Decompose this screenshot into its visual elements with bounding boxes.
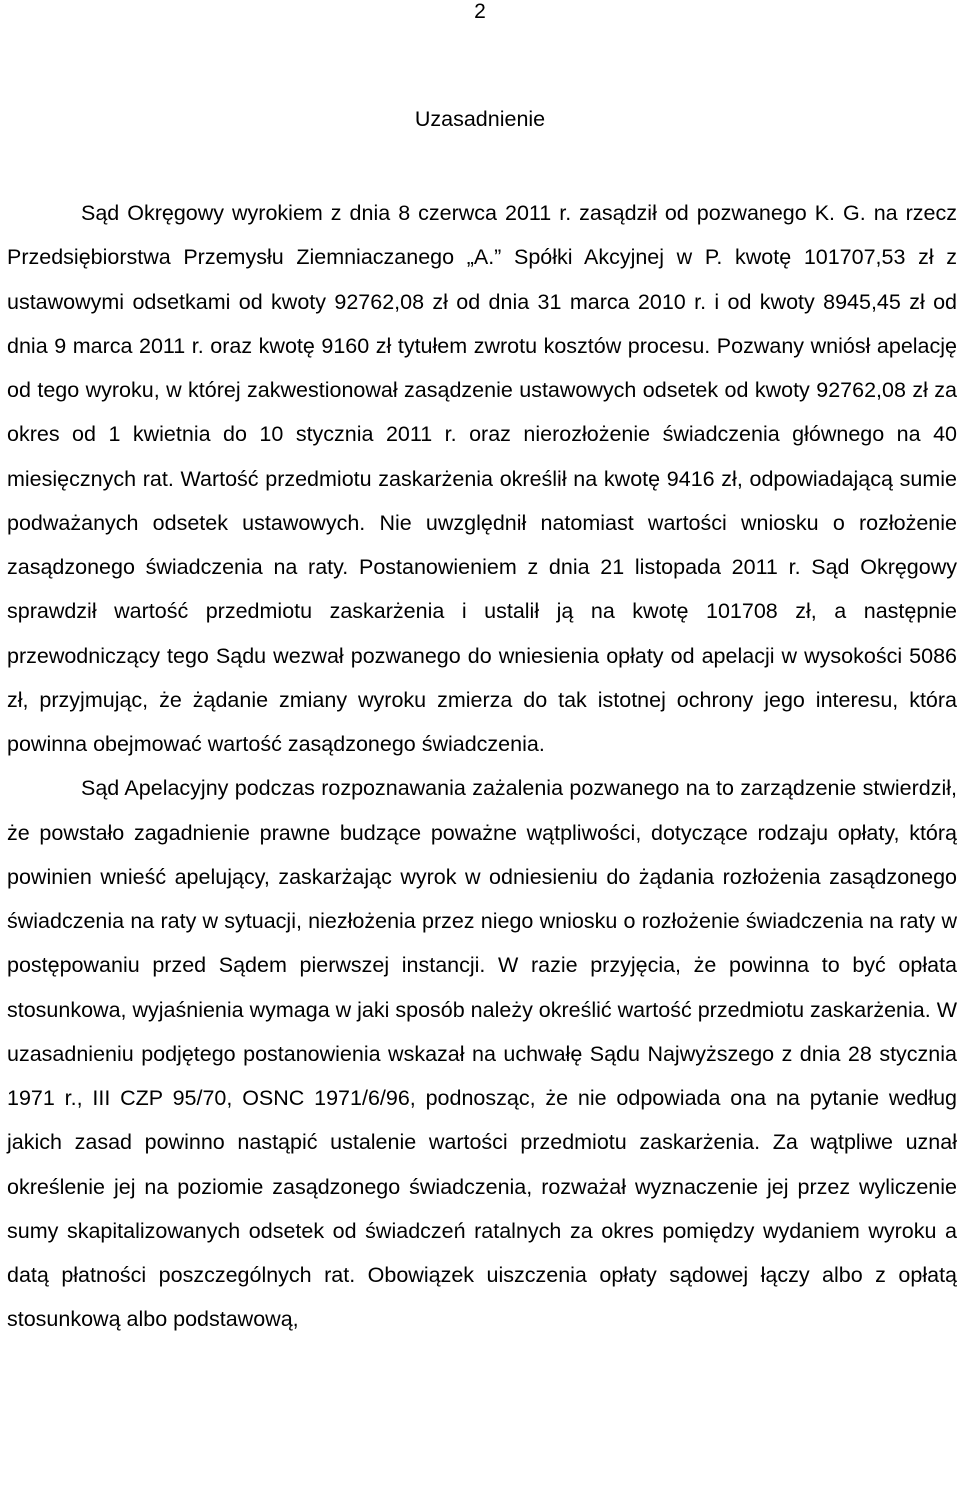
document-title: Uzasadnienie xyxy=(414,107,546,131)
document-body xyxy=(7,191,957,1342)
paragraph-2: Sąd Apelacyjny podczas rozpoznawania zażalenia pozwanego na to zarządzenie stwierdził, że powstało zagadnienie prawne budzące poważne wątpliwości, dotyczące rodzaju opłaty, którą powinien wnieść apelujący, zaskarżając wyrok w odniesieniu do żądania rozłożenia zasądzonego świadczenia na raty w sytuacji, niezłożenia przez niego wniosku o rozłożenie świadczenia na raty w postępowaniu przed Sądem pierwszej instancji. W razie przyjęcia, że powinna to być opłata stosunkowa, wyjaśnienia wymaga w jaki sposób należy określić wartość przedmiotu zaskarżenia. W uzasadnieniu podjętego postanowienia wskazał na uchwałę Sądu Najwyższego z dnia 28 stycznia 1971 r., III CZP 95/70, OSNC 1971/6/96, podnosząc, że nie odpowiada ona na pytanie według jakich zasad powinno nastąpić ustalenie wartości przedmiotu zaskarżenia. Za wątpliwe uznał określenie jej na poziomie zasądzonego świadczenia, rozważał wyznaczenie jej przez wyliczenie sumy skapitalizowanych odsetek od świadczeń ratalnych za okres pomiędzy wydaniem wyroku a datą płatności poszczególnych rat. Obowiązek uiszczenia opłaty sądowej łączy albo z opłatą stosunkową albo podstawową, xyxy=(7,776,957,1332)
paragraph-1: Sąd Okręgowy wyrokiem z dnia 8 czerwca 2011 r. zasądził od pozwanego K. G. na rzecz Przedsiębiorstwa Przemysłu Ziemniaczanego „A.” Spółki Akcyjnej w P. kwotę 101707,53 zł z ustawowymi odsetkami od kwoty 92762,08 zł od dnia 31 marca 2010 r. i od kwoty 8945,45 zł od dnia 9 marca 2011 r. oraz kwotę 9160 zł tytułem zwrotu kosztów procesu. Pozwany wniósł apelację od tego wyroku, w której zakwestionował zasądzenie ustawowych odsetek od kwoty 92762,08 zł za okres od 1 kwietnia do 10 stycznia 2011 r. oraz nierozłożenie świadczenia głównego na 40 miesięcznych rat. Wartość przedmiotu zaskarżenia określił na kwotę 9416 zł, odpowiadającą sumie podważanych odsetek ustawowych. Nie uwzględnił natomiast wartości wniosku o rozłożenie zasądzonego świadczenia na raty. Postanowieniem z dnia 21 listopada 2011 r. Sąd Okręgowy sprawdził wartość przedmiotu zaskarżenia i ustalił ją na kwotę 101708 zł, a następnie przewodniczący tego Sądu wezwał pozwanego do wniesienia opłaty od apelacji w wysokości 5086 zł, przyjmując, że żądanie zmiany wyroku zmierza do tak istotnej ochrony jego interesu, która powinna obejmować wartość zasądzonego świadczenia. xyxy=(7,201,957,756)
page-number: 2 xyxy=(474,0,486,23)
